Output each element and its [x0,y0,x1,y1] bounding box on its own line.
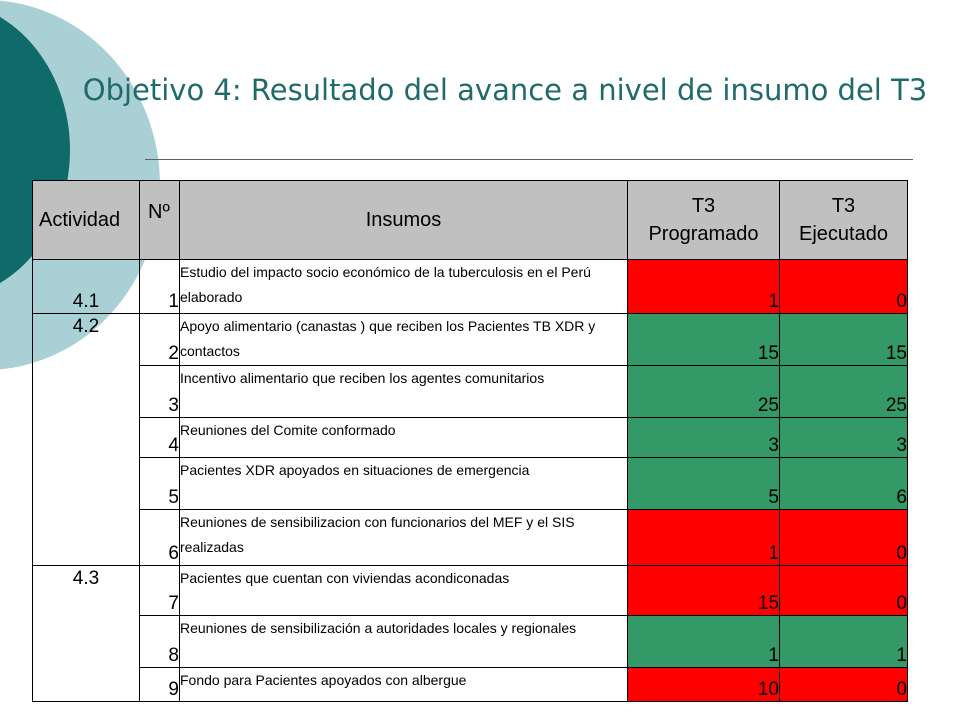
programado-cell: 15 [628,314,780,366]
ejecutado-cell: 0 [780,566,908,616]
table-row [33,616,908,668]
insumo-cell: Fondo para Pacientes apoyados con albergue [180,668,628,702]
insumo-cell: Estudio del impacto socio económico de la tuberculosis en el Perú elaborado [180,260,628,314]
table-row [33,366,908,418]
header-insumos: Insumos [180,181,628,260]
header-ejecutado-line2: Ejecutado [799,223,888,245]
insumo-cell: Apoyo alimentario (canastas ) que reciben los Pacientes TB XDR y contactos [180,314,628,366]
insumo-cell: Pacientes XDR apoyados en situaciones de emergencia [180,458,628,510]
header-programado [628,181,780,260]
row-number: 8 [140,616,180,668]
insumo-cell: Reuniones del Comite conformado [180,418,628,458]
table-row [33,260,908,314]
table-row [33,566,908,616]
row-number: 1 [140,260,180,314]
activity-cell: 4.1 [33,260,140,314]
programado-cell: 5 [628,458,780,510]
row-number: 6 [140,510,180,566]
row-number: 9 [140,668,180,702]
programado-cell: 3 [628,418,780,458]
ejecutado-cell: 0 [780,668,908,702]
header-programado-line2: Programado [648,223,759,245]
row-number: 4 [140,418,180,458]
insumo-cell: Pacientes que cuentan con viviendas acondiconadas [180,566,628,616]
ejecutado-cell: 0 [780,510,908,566]
table-row [33,668,908,702]
ejecutado-cell: 3 [780,418,908,458]
insumo-cell: Incentivo alimentario que reciben los agentes comunitarios [180,366,628,418]
programado-cell: 10 [628,668,780,702]
header-programado-line1: T3 [691,195,716,217]
header-row [33,181,908,260]
insumo-cell: Reuniones de sensibilización a autoridades locales y regionales [180,616,628,668]
insumo-cell: Reuniones de sensibilizacion con funcionarios del MEF y el SIS realizadas [180,510,628,566]
ejecutado-cell: 15 [780,314,908,366]
activity-cell: 4.2 [33,314,140,566]
ejecutado-cell: 25 [780,366,908,418]
row-number: 2 [140,314,180,366]
ejecutado-cell: 6 [780,458,908,510]
row-number: 3 [140,366,180,418]
header-ejecutado-line1: T3 [831,195,856,217]
title-divider [145,159,913,160]
table-row [33,510,908,566]
programado-cell: 1 [628,616,780,668]
header-actividad: Actividad [33,181,140,260]
table-row [33,458,908,510]
table-row [33,418,908,458]
row-number: 5 [140,458,180,510]
ejecutado-cell: 0 [780,260,908,314]
header-ejecutado [780,181,908,260]
programado-cell: 15 [628,566,780,616]
header-numero: Nº [140,181,180,260]
insumos-table [32,180,908,702]
ejecutado-cell: 1 [780,616,908,668]
activity-cell: 4.3 [33,566,140,702]
slide-title: Objetivo 4: Resultado del avance a nivel de insumo del T3 [82,73,928,107]
programado-cell: 25 [628,366,780,418]
programado-cell: 1 [628,510,780,566]
row-number: 7 [140,566,180,616]
programado-cell: 1 [628,260,780,314]
table-row [33,314,908,366]
